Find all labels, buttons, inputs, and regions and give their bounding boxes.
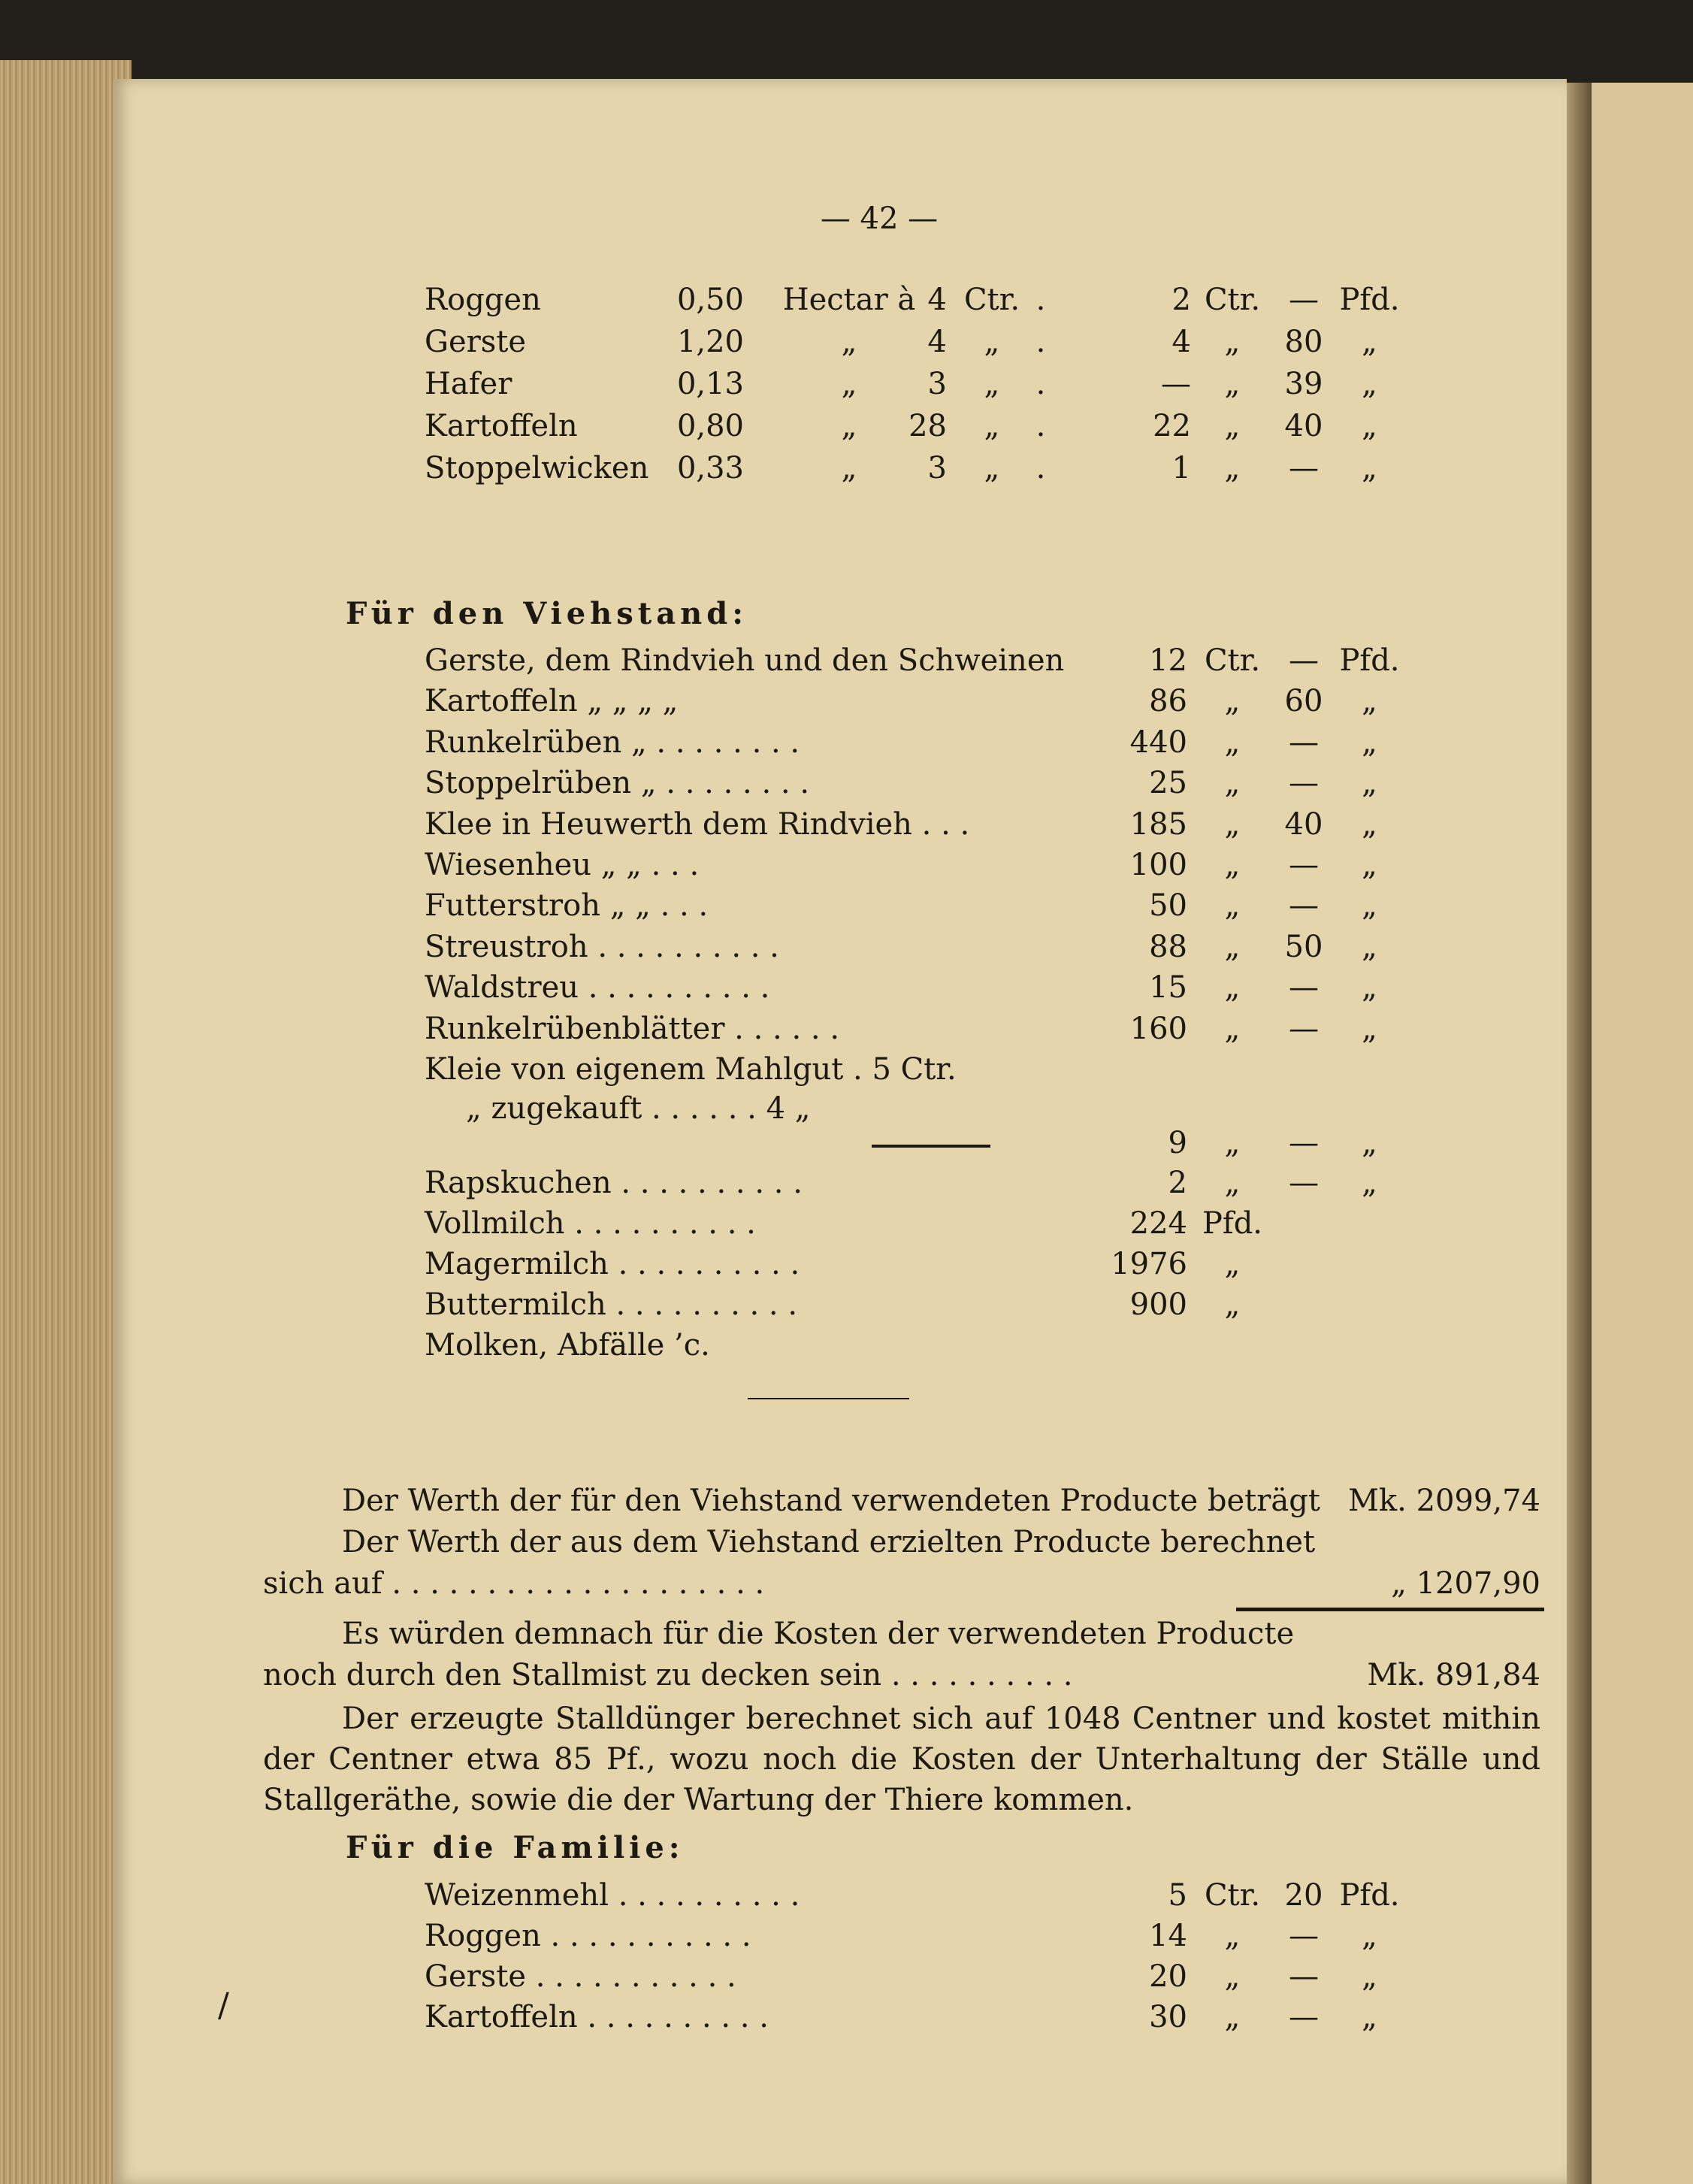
crop-rate: 3	[927, 451, 947, 486]
item-pfd-unit: „	[1362, 2000, 1377, 2034]
item-pfd: —	[1289, 724, 1319, 760]
item-unit: Pfd.	[1202, 1206, 1263, 1241]
item-label: Runkelrüben „ . . . . . . . .	[425, 724, 800, 760]
item-pfd-unit: „	[1362, 1126, 1377, 1160]
crop-ctr-unit: „	[1224, 409, 1241, 443]
item-qty: 88	[1149, 929, 1187, 964]
item-qty: 224	[1129, 1206, 1187, 1241]
crop-pfd: 39	[1284, 367, 1323, 401]
crop-area-unit: „	[841, 325, 857, 359]
item-label: Buttermilch . . . . . . . . . .	[425, 1287, 798, 1322]
crop-pfd: —	[1289, 283, 1319, 317]
item-pfd: 40	[1284, 806, 1323, 842]
item-qty: 9	[1168, 1126, 1187, 1160]
item-qty: 86	[1149, 684, 1187, 719]
crop-rate-unit: „	[984, 409, 1000, 443]
section-divider	[748, 1398, 909, 1399]
item-unit: „	[1224, 2000, 1241, 2034]
crop-rate-unit: Ctr.	[963, 283, 1020, 317]
crop-pfd: 40	[1284, 409, 1323, 443]
item-unit: „	[1224, 766, 1241, 801]
crop-pfd-unit: „	[1362, 409, 1377, 443]
item-qty: 25	[1149, 766, 1187, 801]
item-pfd: —	[1289, 1919, 1319, 1953]
crop-pfd-unit: „	[1362, 451, 1377, 486]
item-qty: 30	[1149, 2000, 1187, 2034]
crop-ctr: —	[1161, 367, 1191, 401]
crop-name: Kartoffeln	[425, 409, 578, 443]
crop-pfd-unit: „	[1362, 367, 1377, 401]
item-pfd-unit: „	[1362, 929, 1377, 964]
item-pfd: 50	[1284, 929, 1323, 964]
crop-separator: .	[1035, 451, 1046, 486]
item-pfd: —	[1289, 1011, 1319, 1046]
item-label: Waldstreu . . . . . . . . . .	[425, 970, 770, 1006]
crop-ctr: 1	[1171, 451, 1191, 486]
item-unit: Ctr.	[1204, 643, 1261, 678]
item-qty: 5	[1168, 1878, 1187, 1913]
item-unit: „	[1224, 1959, 1241, 1994]
crop-name: Hafer	[425, 367, 512, 401]
item-unit: „	[1224, 929, 1241, 964]
item-label: Streustroh . . . . . . . . . .	[425, 929, 779, 964]
item-pfd: —	[1289, 848, 1319, 882]
pencil-mark: /	[218, 1986, 229, 2025]
facing-page	[1592, 83, 1693, 2184]
livestock-heading: Für den Viehstand:	[346, 596, 748, 631]
kleie-bought-row: „ zugekauft . . . . . . 4 „	[466, 1091, 811, 1126]
crop-pfd-unit: „	[1362, 325, 1377, 359]
crop-area: 0,50	[676, 283, 744, 317]
item-label: Stoppelrüben „ . . . . . . . .	[425, 766, 810, 801]
summary-line-3: sich auf . . . . . . . . . . . . . . . . . . . .	[263, 1566, 765, 1601]
item-unit: „	[1224, 1011, 1241, 1046]
item-qty: 185	[1129, 806, 1187, 842]
item-label: Vollmilch . . . . . . . . . .	[425, 1206, 756, 1241]
item-unit: „	[1224, 970, 1241, 1006]
crop-separator: .	[1035, 367, 1046, 401]
item-label: Molken, Abfälle ’c.	[425, 1328, 710, 1363]
book-top-edge	[0, 0, 1693, 90]
item-pfd: —	[1289, 1959, 1319, 1994]
kleie-own-row: Kleie von eigenem Mahlgut . 5 Ctr.	[425, 1052, 957, 1087]
item-pfd-unit: Pfd.	[1339, 1878, 1400, 1913]
crop-pfd: —	[1289, 451, 1319, 486]
item-label: Magermilch . . . . . . . . . .	[425, 1247, 800, 1281]
crop-ctr: 2	[1171, 283, 1191, 317]
book-page	[113, 79, 1567, 2184]
item-unit: „	[1224, 888, 1241, 924]
item-label: Kartoffeln . . . . . . . . . .	[425, 2000, 769, 2034]
crop-name: Roggen	[425, 283, 541, 317]
item-pfd: —	[1289, 970, 1319, 1006]
item-unit: Ctr.	[1204, 1878, 1261, 1913]
crop-name: Stoppelwicken	[425, 451, 649, 486]
item-unit: „	[1224, 1287, 1241, 1322]
crop-ctr-unit: „	[1224, 367, 1241, 401]
item-pfd: —	[1289, 1126, 1319, 1160]
crop-pfd: 80	[1284, 325, 1323, 359]
item-label: Kartoffeln „ „ „ „	[425, 684, 679, 719]
crop-area: 1,20	[676, 325, 744, 359]
crop-area: 0,33	[676, 451, 744, 486]
item-label: Futterstroh „ „ . . .	[425, 888, 709, 924]
page-stack-edge	[0, 60, 132, 2184]
item-pfd: —	[1289, 766, 1319, 801]
summary-line-1: Der Werth der für den Viehstand verwendeten Producte beträgt	[342, 1484, 1320, 1518]
item-pfd-unit: „	[1362, 848, 1377, 882]
summary-line-5: noch durch den Stallmist zu decken sein . . . . . . . . . .	[263, 1658, 1073, 1692]
item-label: Gerste . . . . . . . . . . .	[425, 1959, 736, 1994]
item-pfd: 20	[1284, 1878, 1323, 1913]
crop-area-unit: „	[841, 409, 857, 443]
item-qty: 440	[1129, 724, 1187, 760]
crop-ctr-unit: „	[1224, 451, 1241, 486]
summary-rule	[1236, 1608, 1544, 1611]
crop-area: 0,80	[676, 409, 744, 443]
item-unit: „	[1224, 1247, 1241, 1281]
crop-area: 0,13	[676, 367, 744, 401]
crop-rate: 4	[927, 325, 947, 359]
item-pfd-unit: „	[1362, 1011, 1377, 1046]
crop-rate-unit: „	[984, 451, 1000, 486]
crop-ctr: 4	[1171, 325, 1191, 359]
item-unit: „	[1224, 684, 1241, 719]
summary-line-2: Der Werth der aus dem Viehstand erzielten Producte berechnet	[342, 1525, 1316, 1559]
crop-rate: 3	[927, 367, 947, 401]
crop-separator: .	[1035, 325, 1046, 359]
kleie-sum-rule	[872, 1145, 990, 1148]
item-qty: 100	[1129, 848, 1187, 882]
item-label: Klee in Heuwerth dem Rindvieh . . .	[425, 806, 970, 842]
crop-separator: .	[1035, 409, 1046, 443]
item-label: Rapskuchen . . . . . . . . . .	[425, 1166, 803, 1200]
item-pfd-unit: „	[1362, 1166, 1377, 1200]
item-pfd-unit: „	[1362, 1959, 1377, 1994]
crop-area-unit: „	[841, 367, 857, 401]
crop-name: Gerste	[425, 325, 527, 359]
crop-ctr-unit: Ctr.	[1204, 283, 1261, 317]
item-qty: 2	[1168, 1166, 1187, 1200]
item-label: Weizenmehl . . . . . . . . . .	[425, 1878, 800, 1913]
item-label: Wiesenheu „ „ . . .	[425, 848, 700, 882]
item-pfd: —	[1289, 2000, 1319, 2034]
item-pfd: 60	[1284, 684, 1323, 719]
item-pfd-unit: „	[1362, 970, 1377, 1006]
item-pfd: —	[1289, 643, 1319, 678]
item-unit: „	[1224, 1166, 1241, 1200]
crop-separator: .	[1035, 283, 1046, 317]
crop-area-unit: Hectar à	[782, 283, 916, 317]
crop-rate: 4	[927, 283, 947, 317]
item-qty: 50	[1149, 888, 1187, 924]
item-qty: 14	[1149, 1919, 1187, 1953]
item-pfd: —	[1289, 1166, 1319, 1200]
item-unit: „	[1224, 1919, 1241, 1953]
page-number: — 42 —	[820, 201, 939, 236]
item-qty: 20	[1149, 1959, 1187, 1994]
item-pfd-unit: „	[1362, 888, 1377, 924]
item-unit: „	[1224, 806, 1241, 842]
crop-ctr: 22	[1153, 409, 1191, 443]
item-pfd-unit: „	[1362, 806, 1377, 842]
item-qty: 900	[1129, 1287, 1187, 1322]
crop-rate-unit: „	[984, 367, 1000, 401]
item-label: Gerste, dem Rindvieh und den Schweinen	[425, 643, 1065, 678]
item-pfd-unit: „	[1362, 766, 1377, 801]
crop-rate: 28	[908, 409, 947, 443]
item-unit: „	[1224, 1126, 1241, 1160]
item-label: Roggen . . . . . . . . . . .	[425, 1919, 751, 1953]
item-pfd-unit: Pfd.	[1339, 643, 1400, 678]
summary-amount-1: Mk. 2099,74	[1347, 1484, 1540, 1518]
item-pfd-unit: „	[1362, 724, 1377, 760]
manure-paragraph: Der erzeugte Stalldünger berechnet sich auf 1048 Centner und kostet mithin der Centner etwa 85 Pf., wozu noch die Kosten der Unterhaltung der Ställe und Stallgeräthe, sowie die der Wartung der Thiere kommen.	[263, 1702, 1540, 1817]
item-qty: 15	[1149, 970, 1187, 1006]
family-heading: Für die Familie:	[346, 1830, 685, 1865]
item-pfd: —	[1289, 888, 1319, 924]
summary-amount-3: „ 1207,90	[1391, 1566, 1540, 1601]
crop-ctr-unit: „	[1224, 325, 1241, 359]
item-qty: 1976	[1111, 1247, 1187, 1281]
crop-pfd-unit: Pfd.	[1339, 283, 1400, 317]
item-unit: „	[1224, 724, 1241, 760]
item-pfd-unit: „	[1362, 1919, 1377, 1953]
item-unit: „	[1224, 848, 1241, 882]
summary-line-4: Es würden demnach für die Kosten der verwendeten Producte	[342, 1617, 1295, 1651]
item-qty: 160	[1129, 1011, 1187, 1046]
summary-amount-5: Mk. 891,84	[1367, 1658, 1540, 1692]
crop-area-unit: „	[841, 451, 857, 486]
item-label: Runkelrübenblätter . . . . . .	[425, 1011, 840, 1046]
item-qty: 12	[1149, 643, 1187, 678]
crop-rate-unit: „	[984, 325, 1000, 359]
item-pfd-unit: „	[1362, 684, 1377, 719]
